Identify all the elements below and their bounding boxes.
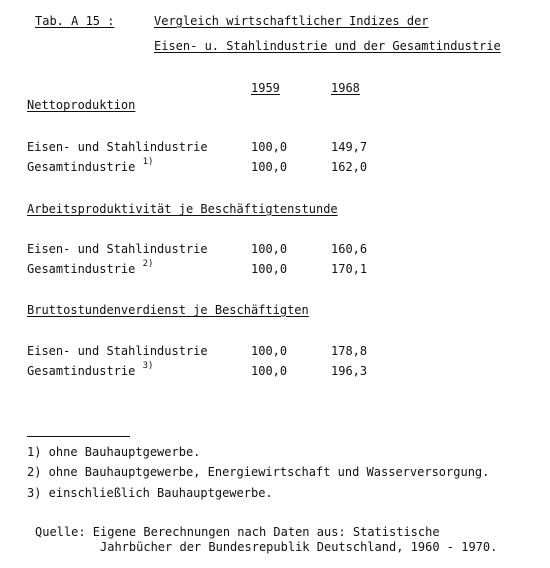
cell-1959: 100,0 [251, 140, 288, 154]
row-label: Eisen- und Stahlindustrie [27, 242, 208, 256]
source-line-1: Quelle: Eigene Berechnungen nach Daten aus: Statistische [35, 525, 440, 539]
source-line-2: Jahrbücher der Bundesrepublik Deutschland, 1960 - 1970. [100, 540, 498, 554]
footnote-marker: 2) [142, 259, 154, 269]
table-title-line-1: Vergleich wirtschaftlicher Indizes der [154, 14, 429, 28]
table-title-line-2: Eisen- u. Stahlindustrie und der Gesamtindustrie [154, 39, 501, 53]
cell-1959: 100,0 [251, 262, 288, 276]
table-label: Tab. A 15 : [35, 14, 115, 28]
footnote-1: 1) ohne Bauhauptgewerbe. [27, 445, 201, 459]
cell-1968: 162,0 [331, 160, 368, 174]
footnote-marker: 3) [142, 361, 154, 371]
column-header-1968: 1968 [331, 81, 360, 95]
row-label: Eisen- und Stahlindustrie [27, 344, 208, 358]
cell-1959: 100,0 [251, 364, 288, 378]
cell-1968: 160,6 [331, 242, 368, 256]
cell-1959: 100,0 [251, 242, 288, 256]
row-label: Eisen- und Stahlindustrie [27, 140, 208, 154]
row-label: Gesamtindustrie $^{1)}$ [27, 157, 154, 174]
column-header-1959: 1959 [251, 81, 280, 95]
row-label: Gesamtindustrie $^{3)}$ [27, 361, 154, 378]
cell-1968: 170,1 [331, 262, 368, 276]
section-heading: Bruttostundenverdienst je Beschäftigten [27, 303, 309, 317]
cell-1968: 178,8 [331, 344, 368, 358]
row-label: Gesamtindustrie $^{2)}$ [27, 259, 154, 276]
cell-1959: 100,0 [251, 344, 288, 358]
footnote-marker: 1) [142, 157, 154, 167]
section-heading: Arbeitsproduktivität je Beschäftigtenstunde [27, 202, 338, 216]
cell-1968: 196,3 [331, 364, 368, 378]
footnote-3: 3) einschließlich Bauhauptgewerbe. [27, 486, 273, 500]
cell-1968: 149,7 [331, 140, 368, 154]
footnote-divider [27, 436, 130, 437]
section-heading: Nettoproduktion [27, 98, 136, 112]
footnote-2: 2) ohne Bauhauptgewerbe, Energiewirtschaft und Wasserversorgung. [27, 465, 490, 479]
cell-1959: 100,0 [251, 160, 288, 174]
